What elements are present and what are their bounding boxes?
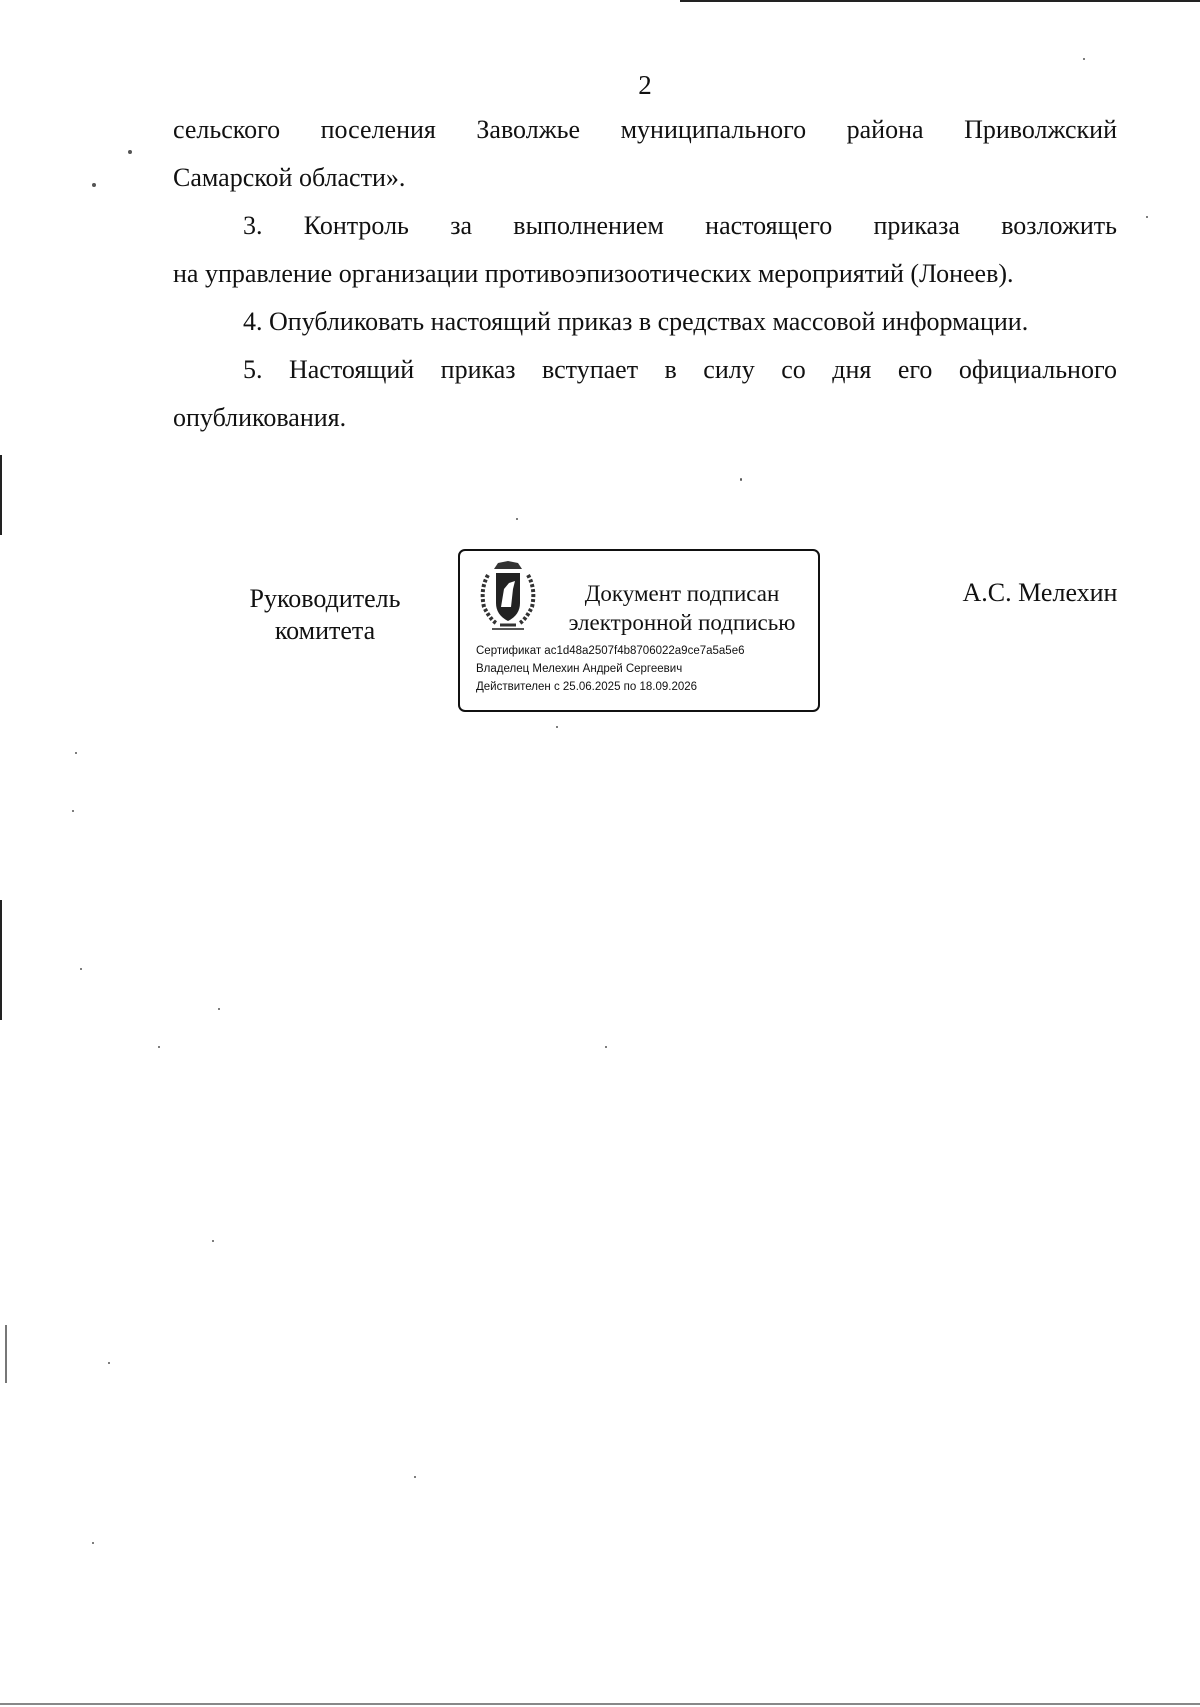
- scan-speck: [212, 1240, 214, 1242]
- paragraph-item-3: [173, 202, 1117, 298]
- certificate-validity: Действителен с 25.06.2025 по 18.09.2026: [476, 681, 698, 693]
- scan-speck: [605, 1046, 607, 1048]
- scan-speck: [92, 1542, 94, 1544]
- signer-position-line: Руководитель: [249, 584, 401, 613]
- scan-speck: [1083, 58, 1085, 60]
- scan-speck: [128, 150, 132, 154]
- certificate-owner: Владелец Мелехин Андрей Сергеевич: [476, 663, 683, 675]
- paragraph-line: Самарской области».: [173, 163, 406, 192]
- scan-bottom-edge-line: [0, 1703, 1200, 1705]
- scan-speck: [414, 1476, 416, 1478]
- stamp-details: [476, 642, 816, 696]
- scan-speck: [75, 752, 77, 754]
- scan-left-edge-mark: [5, 1325, 7, 1383]
- scan-speck: [158, 1046, 160, 1048]
- scan-speck: [108, 1362, 110, 1364]
- scan-speck: [218, 1008, 220, 1010]
- paragraph-line: сельского поселения Заволжье муниципального района Приволжский: [173, 115, 1117, 144]
- stamp-heading-line: Документ подписан: [584, 581, 780, 606]
- scan-left-edge-line: [0, 900, 2, 1020]
- scan-top-edge-line: [680, 0, 1200, 2]
- scan-speck: [740, 478, 742, 481]
- paragraph-continuation: [173, 106, 1117, 202]
- signer-position: [205, 583, 445, 647]
- scan-speck: [80, 968, 82, 970]
- scan-speck: [516, 518, 518, 520]
- scan-left-edge-line: [0, 455, 2, 535]
- paragraph-line: 3. Контроль за выполнением настоящего приказа возложить: [243, 211, 1117, 240]
- paragraph-line: на управление организации противоэпизоотических мероприятий (Лонеев).: [173, 259, 1014, 288]
- paragraph-item-5: [173, 346, 1117, 442]
- signer-name: А.С. Мелехин: [962, 578, 1118, 607]
- scan-speck: [556, 726, 558, 728]
- stamp-heading: [558, 579, 806, 637]
- scan-speck: [1146, 216, 1148, 218]
- electronic-signature-stamp: [458, 549, 820, 712]
- coat-of-arms-emblem-icon: [476, 559, 540, 631]
- signer-position-line: комитета: [274, 616, 376, 645]
- scan-speck: [72, 810, 74, 812]
- scan-speck: [92, 183, 96, 187]
- paragraph-item-4: 4. Опубликовать настоящий приказ в средствах массовой информации.: [243, 307, 1029, 336]
- paragraph-line: опубликования.: [173, 403, 347, 432]
- certificate-number: Сертификат ac1d48a2507f4b8706022a9ce7a5a5e6: [476, 645, 745, 657]
- stamp-heading-line: электронной подписью: [568, 610, 796, 635]
- page-number: 2: [638, 70, 652, 100]
- paragraph-line: 5. Настоящий приказ вступает в силу со дня его официального: [243, 355, 1117, 384]
